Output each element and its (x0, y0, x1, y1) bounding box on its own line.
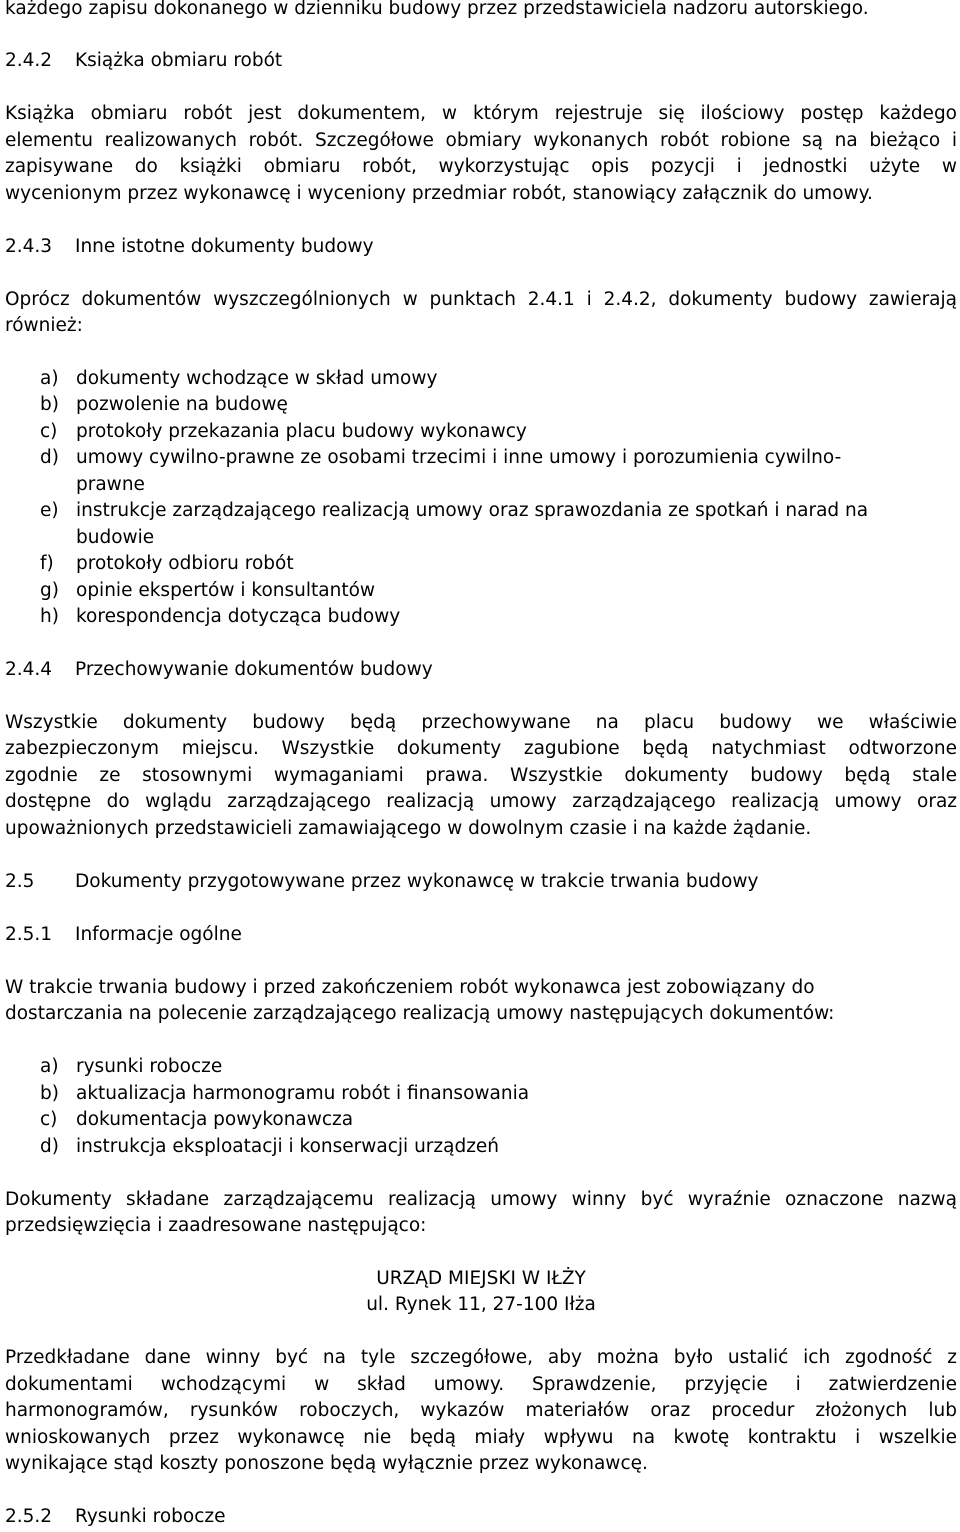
list-item (40, 551, 294, 577)
list-item (40, 1081, 529, 1107)
section-number: 2.4.2 (5, 50, 53, 71)
section-number: 2.5.1 (5, 924, 53, 945)
list-text: pozwolenie na budowę (76, 394, 288, 415)
section-number: 2.4.4 (5, 659, 53, 680)
list-label: d) (40, 447, 59, 468)
paragraph-line: wynikające stąd koszty ponoszone będą wyłącznie przez wykonawcę. (5, 1453, 648, 1474)
list-item-continuation: budowie (76, 527, 155, 548)
paragraph-line: Oprócz dokumentów wyszczególnionych w punktach 2.4.1 i 2.4.2, dokumenty budowy zawierają (5, 289, 957, 310)
list-item-continuation: prawne (76, 474, 145, 495)
list-label: e) (40, 500, 59, 521)
paragraph-line: Książka obmiaru robót jest dokumentem, w którym rejestruje się ilościowy postęp każdego (5, 103, 957, 124)
list-label: b) (40, 1083, 59, 1104)
list-label: b) (40, 394, 59, 415)
section-heading-2-4-3 (5, 234, 374, 260)
paragraph-line: wycenionym przez wykonawcę i wyceniony przedmiar robót, stanowiący załącznik do umowy. (5, 183, 873, 204)
list-item (40, 578, 375, 604)
list-text: protokoły odbioru robót (76, 553, 294, 574)
paragraph-line: zgodnie ze stosownymi wymaganiami prawa. Wszystkie dokumenty budowy będą stale (5, 765, 957, 786)
list-text: aktualizacja harmonogramu robót i finansowania (76, 1083, 530, 1104)
paragraph-line: Wszystkie dokumenty budowy będą przechowywane na placu budowy we właściwie (5, 712, 957, 733)
paragraph-line: dostępne do wglądu zarządzającego realizacją umowy zarządzającego realizacją umowy oraz (5, 791, 957, 812)
list-label: h) (40, 606, 59, 627)
section-title: Informacje ogólne (75, 924, 242, 945)
list-text: dokumentacja powykonawcza (76, 1109, 354, 1130)
list-label: d) (40, 1136, 59, 1157)
section-title: Książka obmiaru robót (75, 50, 283, 71)
section-heading-2-5-2 (5, 1504, 225, 1530)
list-text: instrukcja eksploatacji i konserwacji urządzeń (76, 1136, 500, 1157)
section-heading-2-5-1 (5, 922, 242, 948)
list-label: c) (40, 1109, 58, 1130)
list-text: rysunki robocze (76, 1056, 223, 1077)
paragraph-line: upoważnionych przedstawicieli zamawiającego w dowolnym czasie i na każde żądanie. (5, 818, 812, 839)
section-number: 2.5 (5, 871, 35, 892)
list-text: opinie ekspertów i konsultantów (76, 580, 376, 601)
paragraph-line: zapisywane do książki obmiaru robót, wykorzystując opis pozycji i jednostki użyte w (5, 156, 957, 177)
list-item (40, 1054, 222, 1080)
address-line: URZĄD MIEJSKI W IŁŻY (376, 1268, 586, 1289)
paragraph-line: Dokumenty składane zarządzającemu realizacją umowy winny być wyraźnie oznaczone nazwą (5, 1189, 957, 1210)
list-text: umowy cywilno-prawne ze osobami trzecimi i inne umowy i porozumienia cywilno- (76, 447, 842, 468)
list-item (40, 1134, 499, 1160)
list-item (40, 445, 841, 471)
section-heading-2-5 (5, 869, 758, 895)
list-item (40, 366, 437, 392)
list-item (40, 604, 400, 630)
list-label: g) (40, 580, 59, 601)
paragraph-line: W trakcie trwania budowy i przed zakończeniem robót wykonawca jest zobowiązany do (5, 977, 815, 998)
list-text: dokumenty wchodzące w skład umowy (76, 368, 438, 389)
list-label: a) (40, 368, 59, 389)
list-item (40, 419, 527, 445)
list-label: a) (40, 1056, 59, 1077)
section-title: Rysunki robocze (75, 1506, 226, 1527)
list-text: korespondencja dotycząca budowy (76, 606, 401, 627)
section-title: Inne istotne dokumenty budowy (75, 236, 374, 257)
section-number: 2.5.2 (5, 1506, 53, 1527)
list-text: protokoły przekazania placu budowy wykonawcy (76, 421, 527, 442)
paragraph-line: zabezpieczonym miejscu. Wszystkie dokumenty zagubione będą natychmiast odtworzone (5, 738, 957, 759)
section-heading-2-4-4 (5, 657, 433, 683)
paragraph-line: harmonogramów, rysunków roboczych, wykazów materiałów oraz procedur złożonych lub (5, 1400, 957, 1421)
paragraph-line: elementu realizowanych robót. Szczegółowe obmiary wykonanych robót robione są na bieżąco i (5, 130, 957, 151)
list-text: instrukcje zarządzającego realizacją umowy oraz sprawozdania ze spotkań i narad na (76, 500, 869, 521)
paragraph-line: każdego zapisu dokonanego w dzienniku budowy przez przedstawiciela nadzoru autorskiego. (5, 0, 869, 19)
paragraph-line: przedsięwzięcia i zaadresowane następująco: (5, 1215, 427, 1236)
list-item (40, 392, 288, 418)
list-label: f) (40, 553, 54, 574)
paragraph-line: wnioskowanych przez wykonawcę nie będą miały wpływu na kwotę kontraktu i wszelkie (5, 1427, 957, 1448)
paragraph-line: Przedkładane dane winny być na tyle szczegółowe, aby można było ustalić ich zgodność z (5, 1347, 957, 1368)
list-item (40, 498, 868, 524)
paragraph-line: również: (5, 315, 83, 336)
address-line: ul. Rynek 11, 27-100 Iłża (366, 1294, 596, 1315)
paragraph-line: dostarczania na polecenie zarządzającego realizacją umowy następujących dokumentów: (5, 1003, 835, 1024)
section-number: 2.4.3 (5, 236, 53, 257)
list-item (40, 1107, 353, 1133)
paragraph-line: dokumentami wchodzącymi w skład umowy. Sprawdzenie, przyjęcie i zatwierdzenie (5, 1374, 957, 1395)
section-title: Przechowywanie dokumentów budowy (75, 659, 433, 680)
section-heading-2-4-2 (5, 48, 282, 74)
list-label: c) (40, 421, 58, 442)
section-title: Dokumenty przygotowywane przez wykonawcę w trakcie trwania budowy (75, 871, 759, 892)
